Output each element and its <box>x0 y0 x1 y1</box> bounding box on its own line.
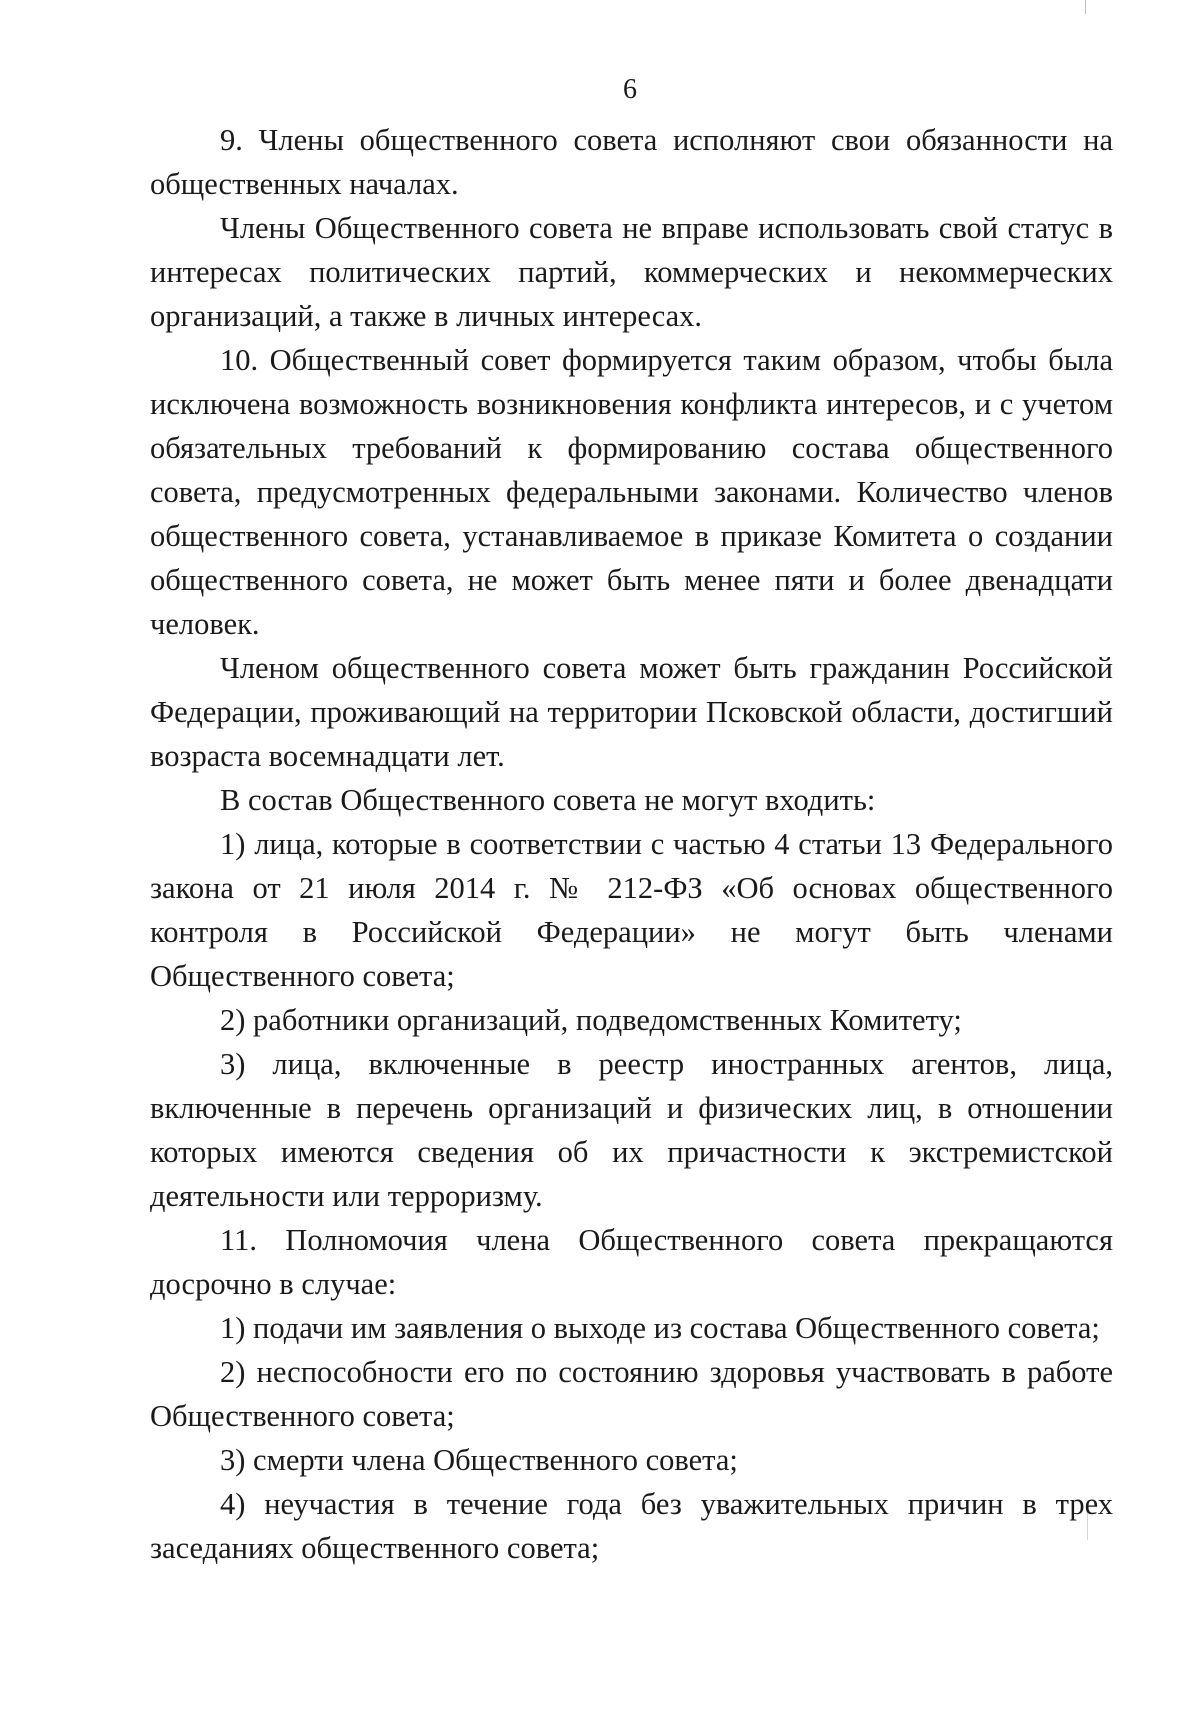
termination-item-1: 1) подачи им заявления о выходе из состава Общественного совета; <box>220 1311 1100 1345</box>
termination-item-4: 4) неучастия в течение года без уважительных причин в трех заседаниях общественного совета; <box>150 1487 1113 1565</box>
paragraph-11-termination: 11. Полномочия члена Общественного совета прекращаются досрочно в случае: <box>150 1223 1113 1301</box>
termination-item-3: 3) смерти члена Общественного совета; <box>220 1443 738 1477</box>
termination-item-2: 2) неспособности его по состоянию здоровья участвовать в работе Общественного совета; <box>150 1355 1113 1433</box>
exclusion-item-2: 2) работники организаций, подведомственных Комитету; <box>220 1003 962 1037</box>
paragraph-status-restriction: Члены Общественного совета не вправе использовать свой статус в интересах политических партий, коммерческих и некоммерческих организаций, а также в личных интересах. <box>150 211 1113 333</box>
paragraph-9-volunteer-duties: 9. Члены общественного совета исполняют свои обязанности на общественных началах. <box>150 123 1113 201</box>
paragraph-exclusions-intro: В состав Общественного совета не могут входить: <box>220 783 876 817</box>
paragraph-member-eligibility: Членом общественного совета может быть гражданин Российской Федерации, проживающий на территории Псковской области, достигший возраста восемнадцати лет. <box>150 651 1113 773</box>
scan-artifact-top <box>1085 0 1086 14</box>
paragraph-10-formation: 10. Общественный совет формируется таким образом, чтобы была исключена возможность возникновения конфликта интересов, и с учетом обязательных требований к формированию состава общественного совета, предусмотренных федеральными законами. Количество членов общественного совета, устанавливаемое в приказе Комитета о создании общественного совета, не может быть менее пяти и более двенадцати человек. <box>150 343 1113 641</box>
document-body <box>150 118 1113 1570</box>
page-number: 6 <box>623 74 637 105</box>
exclusion-item-3: 3) лица, включенные в реестр иностранных агентов, лица, включенные в перечень организаций и физических лиц, в отношении которых имеются сведения об их причастности к экстремистской деятельности или терроризму. <box>150 1047 1113 1213</box>
exclusion-item-1: 1) лица, которые в соответствии с частью 4 статьи 13 Федерального закона от 21 июля 2014 г. № 212-ФЗ «Об основах общественного контроля в Российской Федерации» не могут быть членами Общественного совета; <box>150 827 1113 993</box>
